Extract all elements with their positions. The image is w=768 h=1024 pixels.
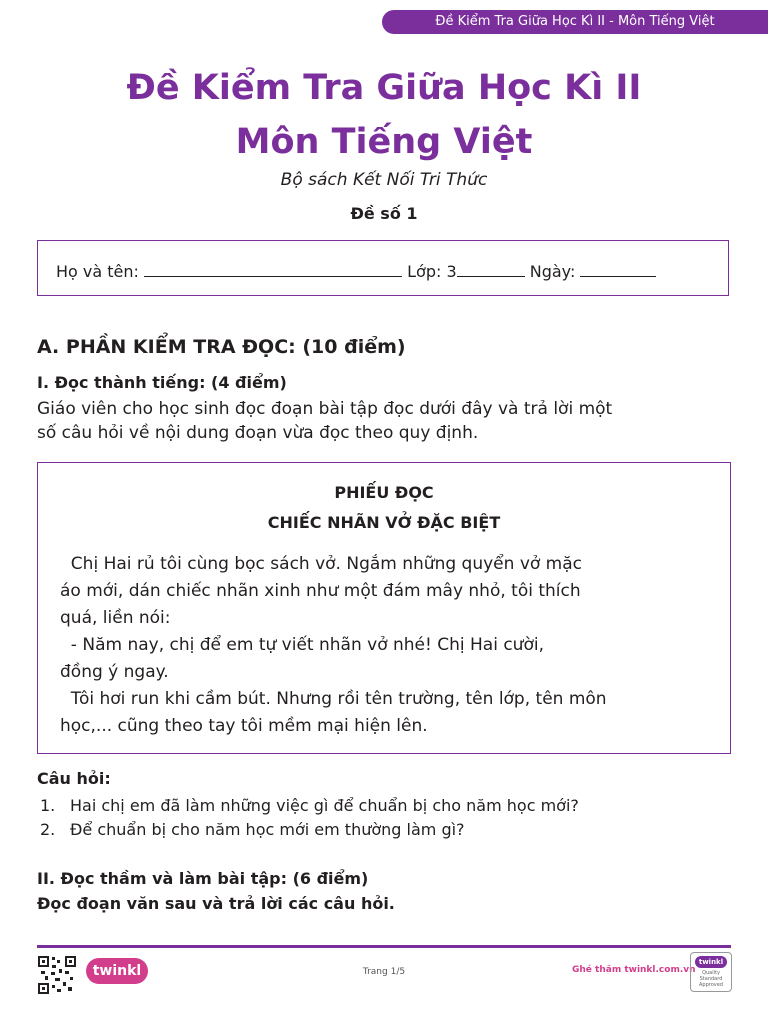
reading-line: áo mới, dán chiếc nhãn xinh như một đám mây nhỏ, tôi thích	[60, 581, 581, 601]
class-field[interactable]	[457, 260, 525, 277]
part1-heading: I. Đọc thành tiếng: (4 điểm)	[37, 373, 287, 392]
exam-number: Đề số 1	[350, 204, 418, 223]
footer-divider	[37, 945, 731, 948]
part2-heading: II. Đọc thầm và làm bài tập: (6 điểm)	[37, 869, 369, 888]
question-number: 2.	[40, 820, 56, 839]
book-series: Bộ sách Kết Nối Tri Thức	[280, 170, 488, 190]
badge-caption: Quality Standard Approved	[699, 970, 723, 988]
name-label: Họ và tên:	[56, 262, 139, 281]
reading-sheet-label: PHIẾU ĐỌC	[334, 483, 434, 502]
question-item	[40, 794, 579, 818]
quality-badge	[690, 952, 732, 992]
reading-sheet-box	[37, 462, 731, 754]
section-a-heading: A. PHẦN KIỂM TRA ĐỌC: (10 điểm)	[37, 336, 406, 358]
header-tab: Đề Kiểm Tra Giữa Học Kì II - Môn Tiếng Việt	[382, 10, 768, 34]
part2-instruction: Đọc đoạn văn sau và trả lời các câu hỏi.	[37, 894, 395, 913]
part1-instruction-line1: Giáo viên cho học sinh đọc đoạn bài tập đọc dưới đây và trả lời một	[37, 399, 613, 419]
part1-instruction-line2: số câu hỏi về nội dung đoạn vừa đọc theo quy định.	[37, 423, 479, 443]
visit-website-link[interactable]: Ghé thăm twinkl.com.vn	[572, 965, 696, 975]
question-text: Hai chị em đã làm những việc gì để chuẩn bị cho năm học mới?	[70, 796, 579, 815]
page-title-subject: Môn Tiếng Việt	[235, 122, 533, 162]
date-field[interactable]	[580, 260, 656, 277]
date-label: Ngày:	[529, 262, 576, 281]
class-label: Lớp: 3	[407, 262, 457, 281]
questions-heading: Câu hỏi:	[37, 769, 111, 788]
name-field[interactable]	[144, 260, 402, 277]
questions-list	[40, 794, 579, 842]
reading-line: Chị Hai rủ tôi cùng bọc sách vở. Ngắm những quyển vở mặc	[60, 554, 583, 574]
reading-title: CHIẾC NHÃN VỞ ĐẶC BIỆT	[267, 513, 501, 532]
question-text: Để chuẩn bị cho năm học mới em thường làm gì?	[70, 820, 465, 839]
question-item	[40, 818, 579, 842]
reading-line: học,... cũng theo tay tôi mềm mại hiện lên.	[60, 716, 428, 736]
reading-line: quá, liền nói:	[60, 608, 171, 628]
page-title: Đề Kiểm Tra Giữa Học Kì II	[126, 68, 642, 108]
student-info-box	[37, 240, 729, 296]
reading-line: Tôi hơi run khi cầm bút. Nhưng rồi tên trường, tên lớp, tên môn	[60, 689, 607, 709]
page-number: Trang 1/5	[362, 967, 406, 977]
question-number: 1.	[40, 796, 56, 815]
reading-line: đồng ý ngay.	[60, 662, 169, 682]
student-info-row	[56, 260, 656, 281]
twinkl-logo[interactable]: twinkl	[86, 958, 148, 984]
reading-line: - Năm nay, chị để em tự viết nhãn vở nhé! Chị Hai cười,	[60, 635, 544, 655]
badge-logo: twinkl	[695, 956, 727, 968]
